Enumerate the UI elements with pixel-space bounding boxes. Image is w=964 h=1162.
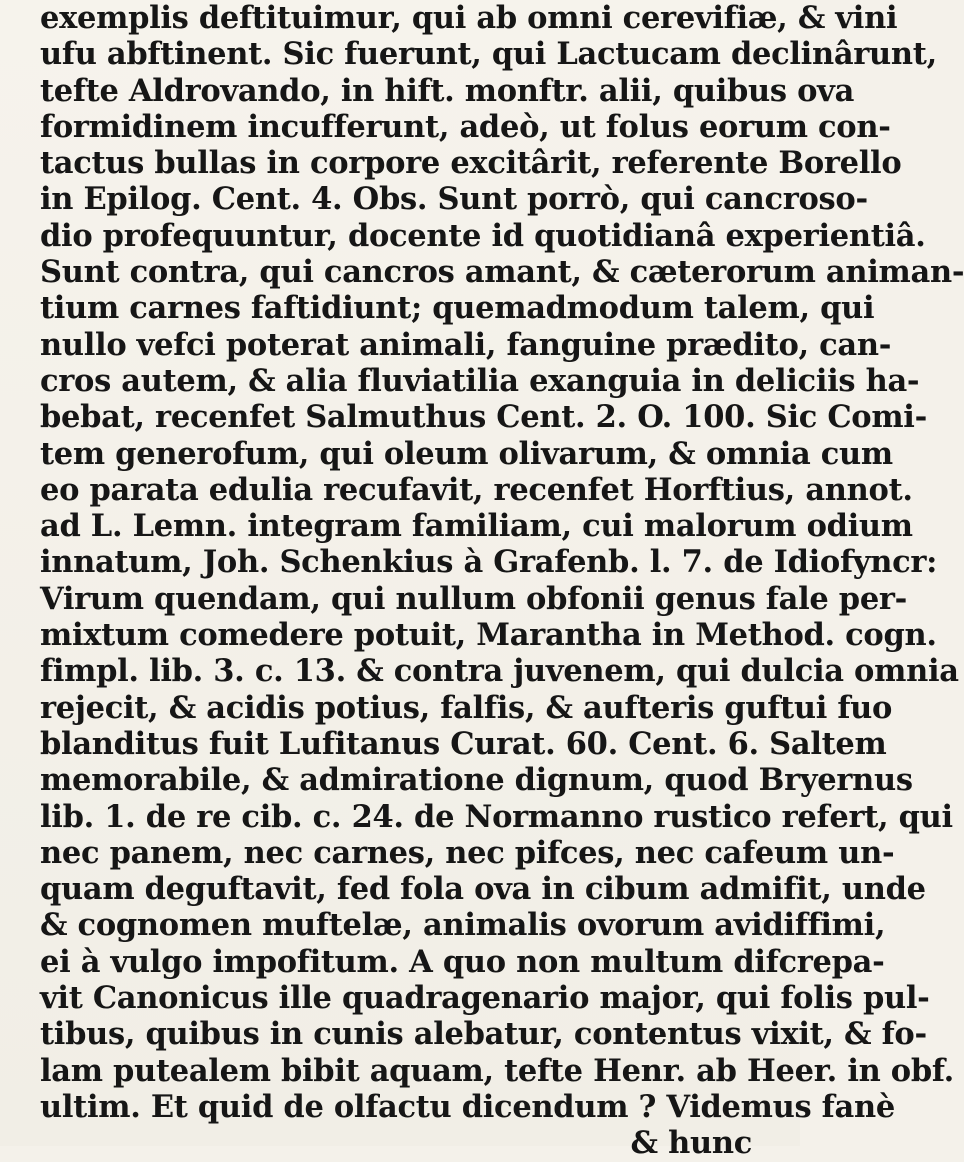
text-line: lib. 1. de re cib. c. 24. de Normanno rustico refert, qui (40, 798, 953, 835)
text-line: in Epilog. Cent. 4. Obs. Sunt porrò, qui cancroso- (40, 181, 868, 218)
text-line: ufu abftinent. Sic fuerunt, qui Lactucam declinârunt, (40, 36, 937, 73)
text-line: tactus bullas in corpore excitârit, referente Borello (40, 145, 902, 182)
body-text (40, 0, 964, 1162)
text-line: tibus, quibus in cunis alebatur, contentus vixit, & fo- (40, 1016, 927, 1053)
text-line: eo parata edulia recufavit, recenfet Horftius, annot. (40, 471, 913, 508)
text-line: quam deguftavit, fed fola ova in cibum admifit, unde (40, 871, 926, 908)
text-line: tem generofum, qui oleum olivarum, & omnia cum (40, 435, 893, 472)
text-line: dio profequuntur, docente id quotidianâ experientiâ. (40, 217, 926, 254)
text-line: innatum, Joh. Schenkius à Grafenb. l. 7. de Idiofyncr: (40, 544, 938, 581)
text-line: nullo vefci poterat animali, fanguine prædito, can- (40, 326, 892, 363)
text-line: fimpl. lib. 3. c. 13. & contra juvenem, qui dulcia omnia (40, 653, 959, 690)
text-line: exemplis deftituimur, qui ab omni cerevifiæ, & vini (40, 0, 898, 36)
text-line: tefte Aldrovando, in hift. monftr. alii, quibus ova (40, 72, 855, 109)
text-line: formidinem incufferunt, adeò, ut folus eorum con- (40, 108, 891, 145)
text-line: lam putealem bibit aquam, tefte Henr. ab Heer. in obf. (40, 1052, 954, 1089)
text-line: Virum quendam, qui nullum obfonii genus fale per- (40, 580, 908, 617)
text-line: cros autem, & alia fluviatilia exanguia in deliciis ha- (40, 362, 920, 399)
text-line: rejecit, & acidis potius, falfis, & aufteris guftui fuo (40, 689, 893, 726)
text-line: blanditus fuit Lufitanus Curat. 60. Cent. 6. Saltem (40, 725, 887, 762)
text-line: tium carnes faftidiunt; quemadmodum talem, qui (40, 290, 875, 327)
text-line: ei à vulgo impofitum. A quo non multum difcrepa- (40, 943, 885, 980)
text-line: ad L. Lemn. integram familiam, cui malorum odium (40, 508, 913, 545)
text-line: & cognomen muftelæ, animalis ovorum avidiffimi, (40, 907, 886, 944)
text-line: Sunt contra, qui cancros amant, & cæterorum animan- (40, 254, 964, 291)
text-line: bebat, recenfet Salmuthus Cent. 2. O. 100. Sic Comi- (40, 399, 927, 436)
text-line: nec panem, nec carnes, nec pifces, nec cafeum un- (40, 834, 895, 871)
text-line: ultim. Et quid de olfactu dicendum ? Videmus fanè (40, 1088, 895, 1125)
text-line: mixtum comedere potuit, Marantha in Method. cogn. (40, 617, 937, 654)
catchword: & hunc (630, 1125, 752, 1162)
text-line: vit Canonicus ille quadragenario major, qui folis pul- (40, 980, 930, 1017)
text-line: memorabile, & admiratione dignum, quod Bryernus (40, 762, 913, 799)
